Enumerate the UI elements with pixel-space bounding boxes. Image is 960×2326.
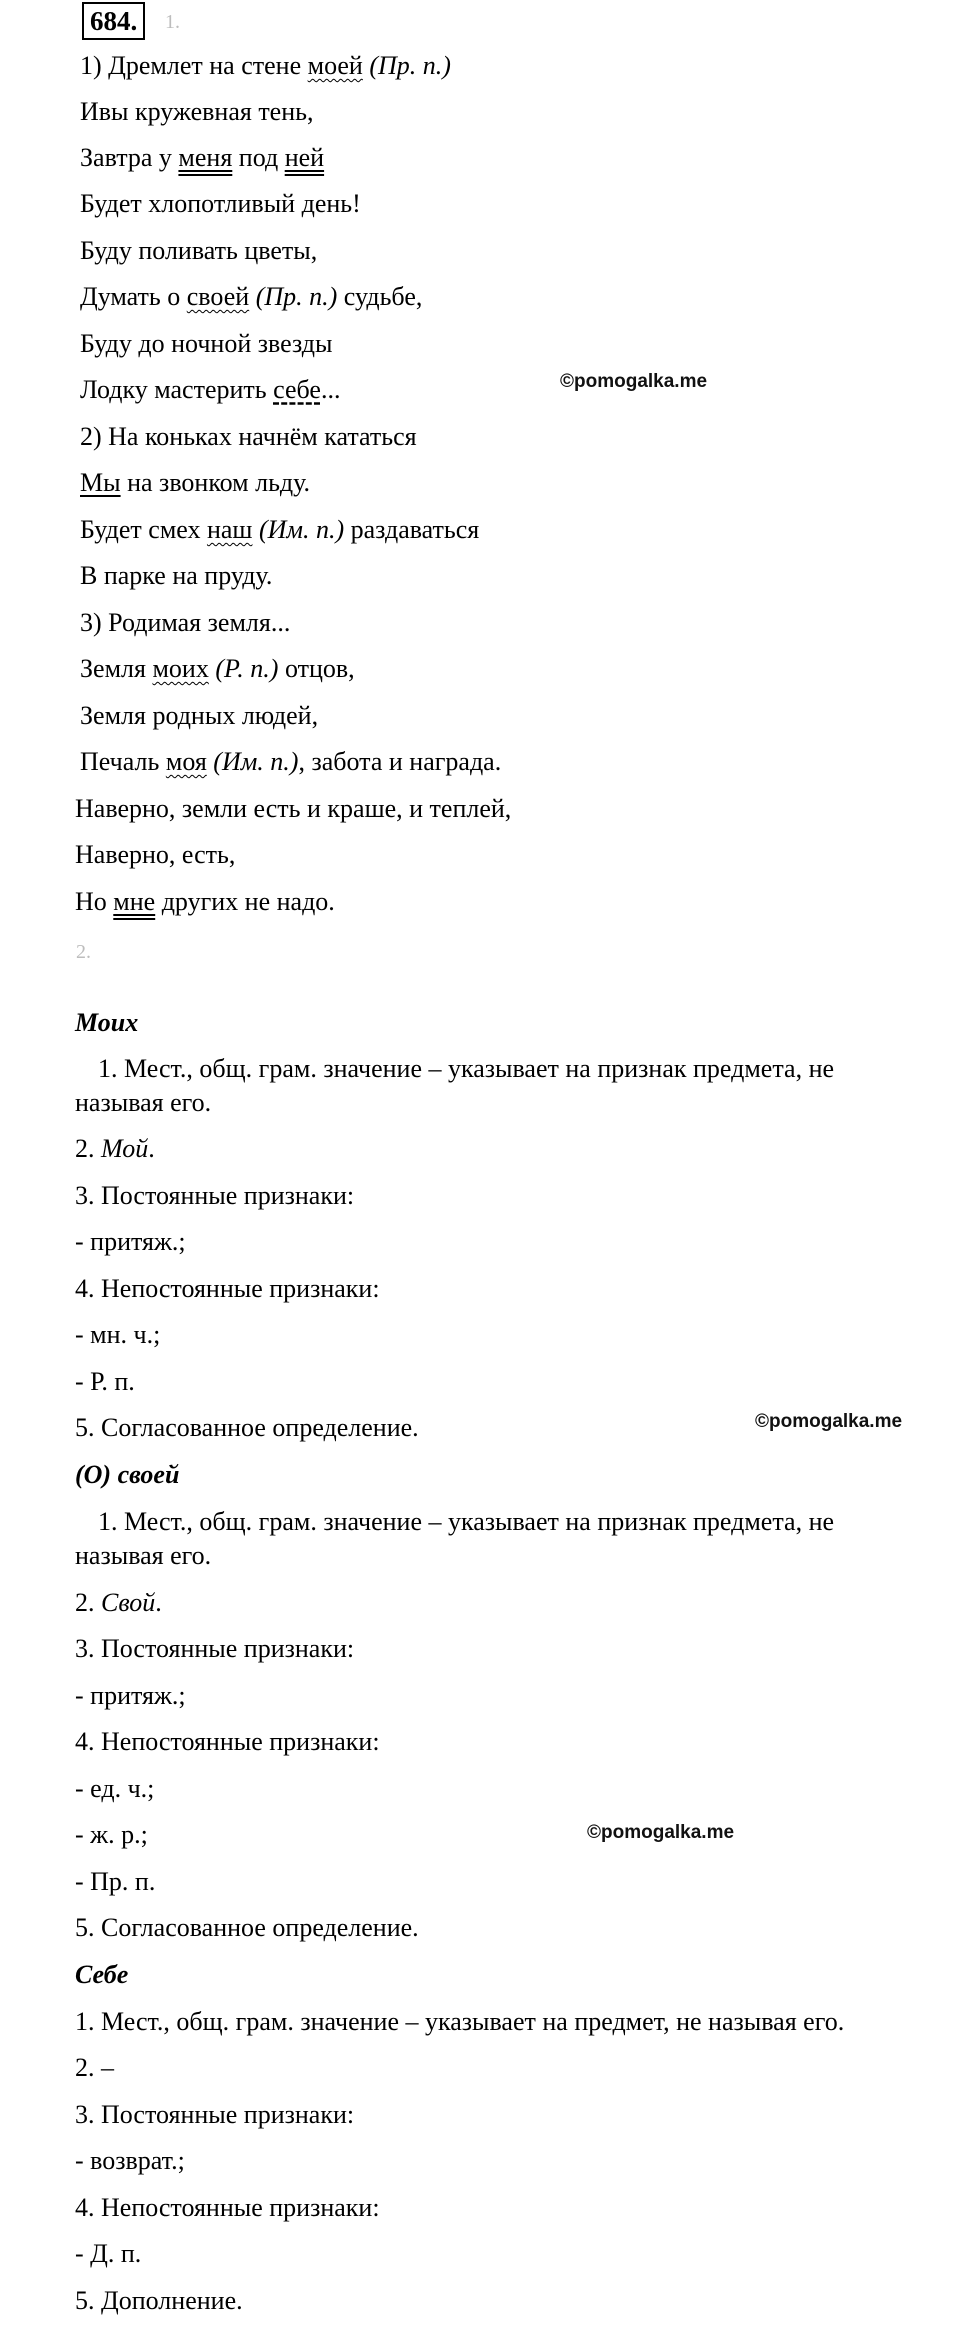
analysis-line: 4. Непостоянные признаки: bbox=[75, 1274, 380, 1303]
pronoun-nash: наш bbox=[206, 515, 253, 544]
poem-line-4: Будет хлопотливый день! bbox=[80, 189, 361, 218]
analysis-line: - притяж.; bbox=[75, 1227, 186, 1256]
text-segment: под bbox=[232, 143, 285, 172]
pronoun-mne: мне bbox=[113, 887, 156, 916]
text-segment: Печаль bbox=[80, 747, 166, 776]
poem-line-17: Наверно, земли есть и краше, и теплей, bbox=[75, 794, 512, 823]
text-segment: раздаваться bbox=[344, 515, 480, 544]
poem-line-18: Наверно, есть, bbox=[75, 840, 236, 869]
pronoun-menya: меня bbox=[178, 143, 233, 172]
exercise-number: 684. bbox=[82, 2, 145, 40]
analysis-line: - Пр. п. bbox=[75, 1867, 156, 1896]
initial-form: Мой bbox=[101, 1134, 149, 1163]
poem-line-11 bbox=[80, 514, 479, 546]
analysis-line: 1. Мест., общ. грам. значение – указывает на признак предмета, не bbox=[98, 1507, 835, 1536]
text-segment: . bbox=[155, 1588, 162, 1617]
poem-line-10 bbox=[80, 467, 310, 499]
poem-line-15: Земля родных людей, bbox=[80, 701, 319, 730]
analysis-line: 1. Мест., общ. грам. значение – указывает на признак предмета, не bbox=[98, 1054, 835, 1083]
analysis-line: 4. Непостоянные признаки: bbox=[75, 1727, 380, 1756]
poem-line-12: В парке на пруду. bbox=[80, 561, 273, 590]
analysis-line: называя его. bbox=[75, 1541, 212, 1570]
text-segment: судьбе, bbox=[337, 282, 423, 311]
poem-line-2: Ивы кружевная тень, bbox=[80, 97, 314, 126]
poem-line-1 bbox=[80, 50, 451, 82]
heading-sebe: Себе bbox=[75, 1960, 129, 1989]
poem-line-8 bbox=[80, 374, 340, 406]
analysis-line: называя его. bbox=[75, 1088, 212, 1117]
poem-line-19 bbox=[75, 886, 335, 918]
analysis-line: - притяж.; bbox=[75, 1681, 186, 1710]
pronoun-ney: ней bbox=[284, 143, 325, 172]
text-segment: 2. bbox=[75, 1134, 101, 1163]
text-segment: , забота и награда. bbox=[298, 747, 502, 776]
poem-line-5: Буду поливать цветы, bbox=[80, 236, 318, 265]
analysis-line: 3. Постоянные признаки: bbox=[75, 1181, 355, 1210]
text-segment: 2. bbox=[75, 1588, 101, 1617]
poem-line-6 bbox=[80, 281, 422, 313]
part-2-marker: 2. bbox=[76, 941, 91, 963]
watermark-3: ©pomogalka.me bbox=[587, 1822, 735, 1843]
analysis-line: - ед. ч.; bbox=[75, 1774, 155, 1803]
analysis-line: 3. Постоянные признаки: bbox=[75, 1634, 355, 1663]
poem-line-14 bbox=[80, 653, 355, 685]
text-segment: отцов, bbox=[278, 654, 355, 683]
analysis-line bbox=[75, 1587, 162, 1619]
analysis-line: 4. Непостоянные признаки: bbox=[75, 2193, 380, 2222]
case-note: (Им. п.) bbox=[213, 747, 299, 776]
poem-line-9: 2) На коньках начнём кататься bbox=[80, 422, 417, 451]
heading-moih: Моих bbox=[75, 1008, 139, 1037]
part-1-marker: 1. bbox=[165, 11, 180, 33]
text-segment: других не надо. bbox=[155, 887, 335, 916]
heading-svoey: (О) своей bbox=[75, 1460, 180, 1489]
analysis-line: 5. Согласованное определение. bbox=[75, 1913, 419, 1942]
analysis-line: 3. Постоянные признаки: bbox=[75, 2100, 355, 2129]
text-segment: Будет смех bbox=[80, 515, 207, 544]
poem-line-16 bbox=[80, 746, 501, 778]
pronoun-moih: моих bbox=[152, 654, 209, 683]
analysis-line: 5. Согласованное определение. bbox=[75, 1413, 419, 1442]
pronoun-moey: моей bbox=[307, 51, 363, 80]
text-segment: Лодку мастерить bbox=[80, 375, 274, 404]
watermark-1: ©pomogalka.me bbox=[560, 371, 708, 392]
poem-line-7: Буду до ночной звезды bbox=[80, 329, 333, 358]
case-note: (Р. п.) bbox=[215, 654, 279, 683]
watermark-2: ©pomogalka.me bbox=[755, 1411, 903, 1432]
case-note: (Им. п.) bbox=[258, 515, 345, 544]
text-segment: Но bbox=[75, 887, 114, 916]
analysis-line: - Р. п. bbox=[75, 1367, 135, 1396]
analysis-line: - Д. п. bbox=[75, 2239, 142, 2268]
analysis-line: - ж. р.; bbox=[75, 1820, 148, 1849]
text-segment: 1) Дремлет на стене bbox=[80, 51, 308, 80]
poem-line-3 bbox=[80, 142, 324, 174]
text-segment: на звонком льду. bbox=[120, 468, 311, 497]
analysis-line bbox=[75, 1133, 155, 1165]
pronoun-sebe: себе bbox=[273, 375, 321, 404]
case-note: (Пр. п.) bbox=[255, 282, 338, 311]
initial-form: Свой bbox=[101, 1588, 156, 1617]
text-segment: Земля bbox=[80, 654, 153, 683]
case-note: (Пр. п.) bbox=[369, 51, 451, 80]
text-segment: Думать о bbox=[80, 282, 187, 311]
text-segment: . bbox=[148, 1134, 155, 1163]
pronoun-svoey: своей bbox=[186, 282, 250, 311]
poem-line-13: 3) Родимая земля... bbox=[80, 608, 291, 637]
analysis-line: - мн. ч.; bbox=[75, 1320, 161, 1349]
analysis-line: 1. Мест., общ. грам. значение – указывает на предмет, не называя его. bbox=[75, 2007, 845, 2036]
analysis-line: - возврат.; bbox=[75, 2146, 185, 2175]
analysis-line: 5. Дополнение. bbox=[75, 2286, 243, 2315]
analysis-line: 2. – bbox=[75, 2053, 114, 2082]
pronoun-moya: моя bbox=[165, 747, 207, 776]
pronoun-my: Мы bbox=[80, 468, 121, 497]
text-segment: Завтра у bbox=[80, 143, 179, 172]
text-segment: ... bbox=[320, 375, 341, 404]
